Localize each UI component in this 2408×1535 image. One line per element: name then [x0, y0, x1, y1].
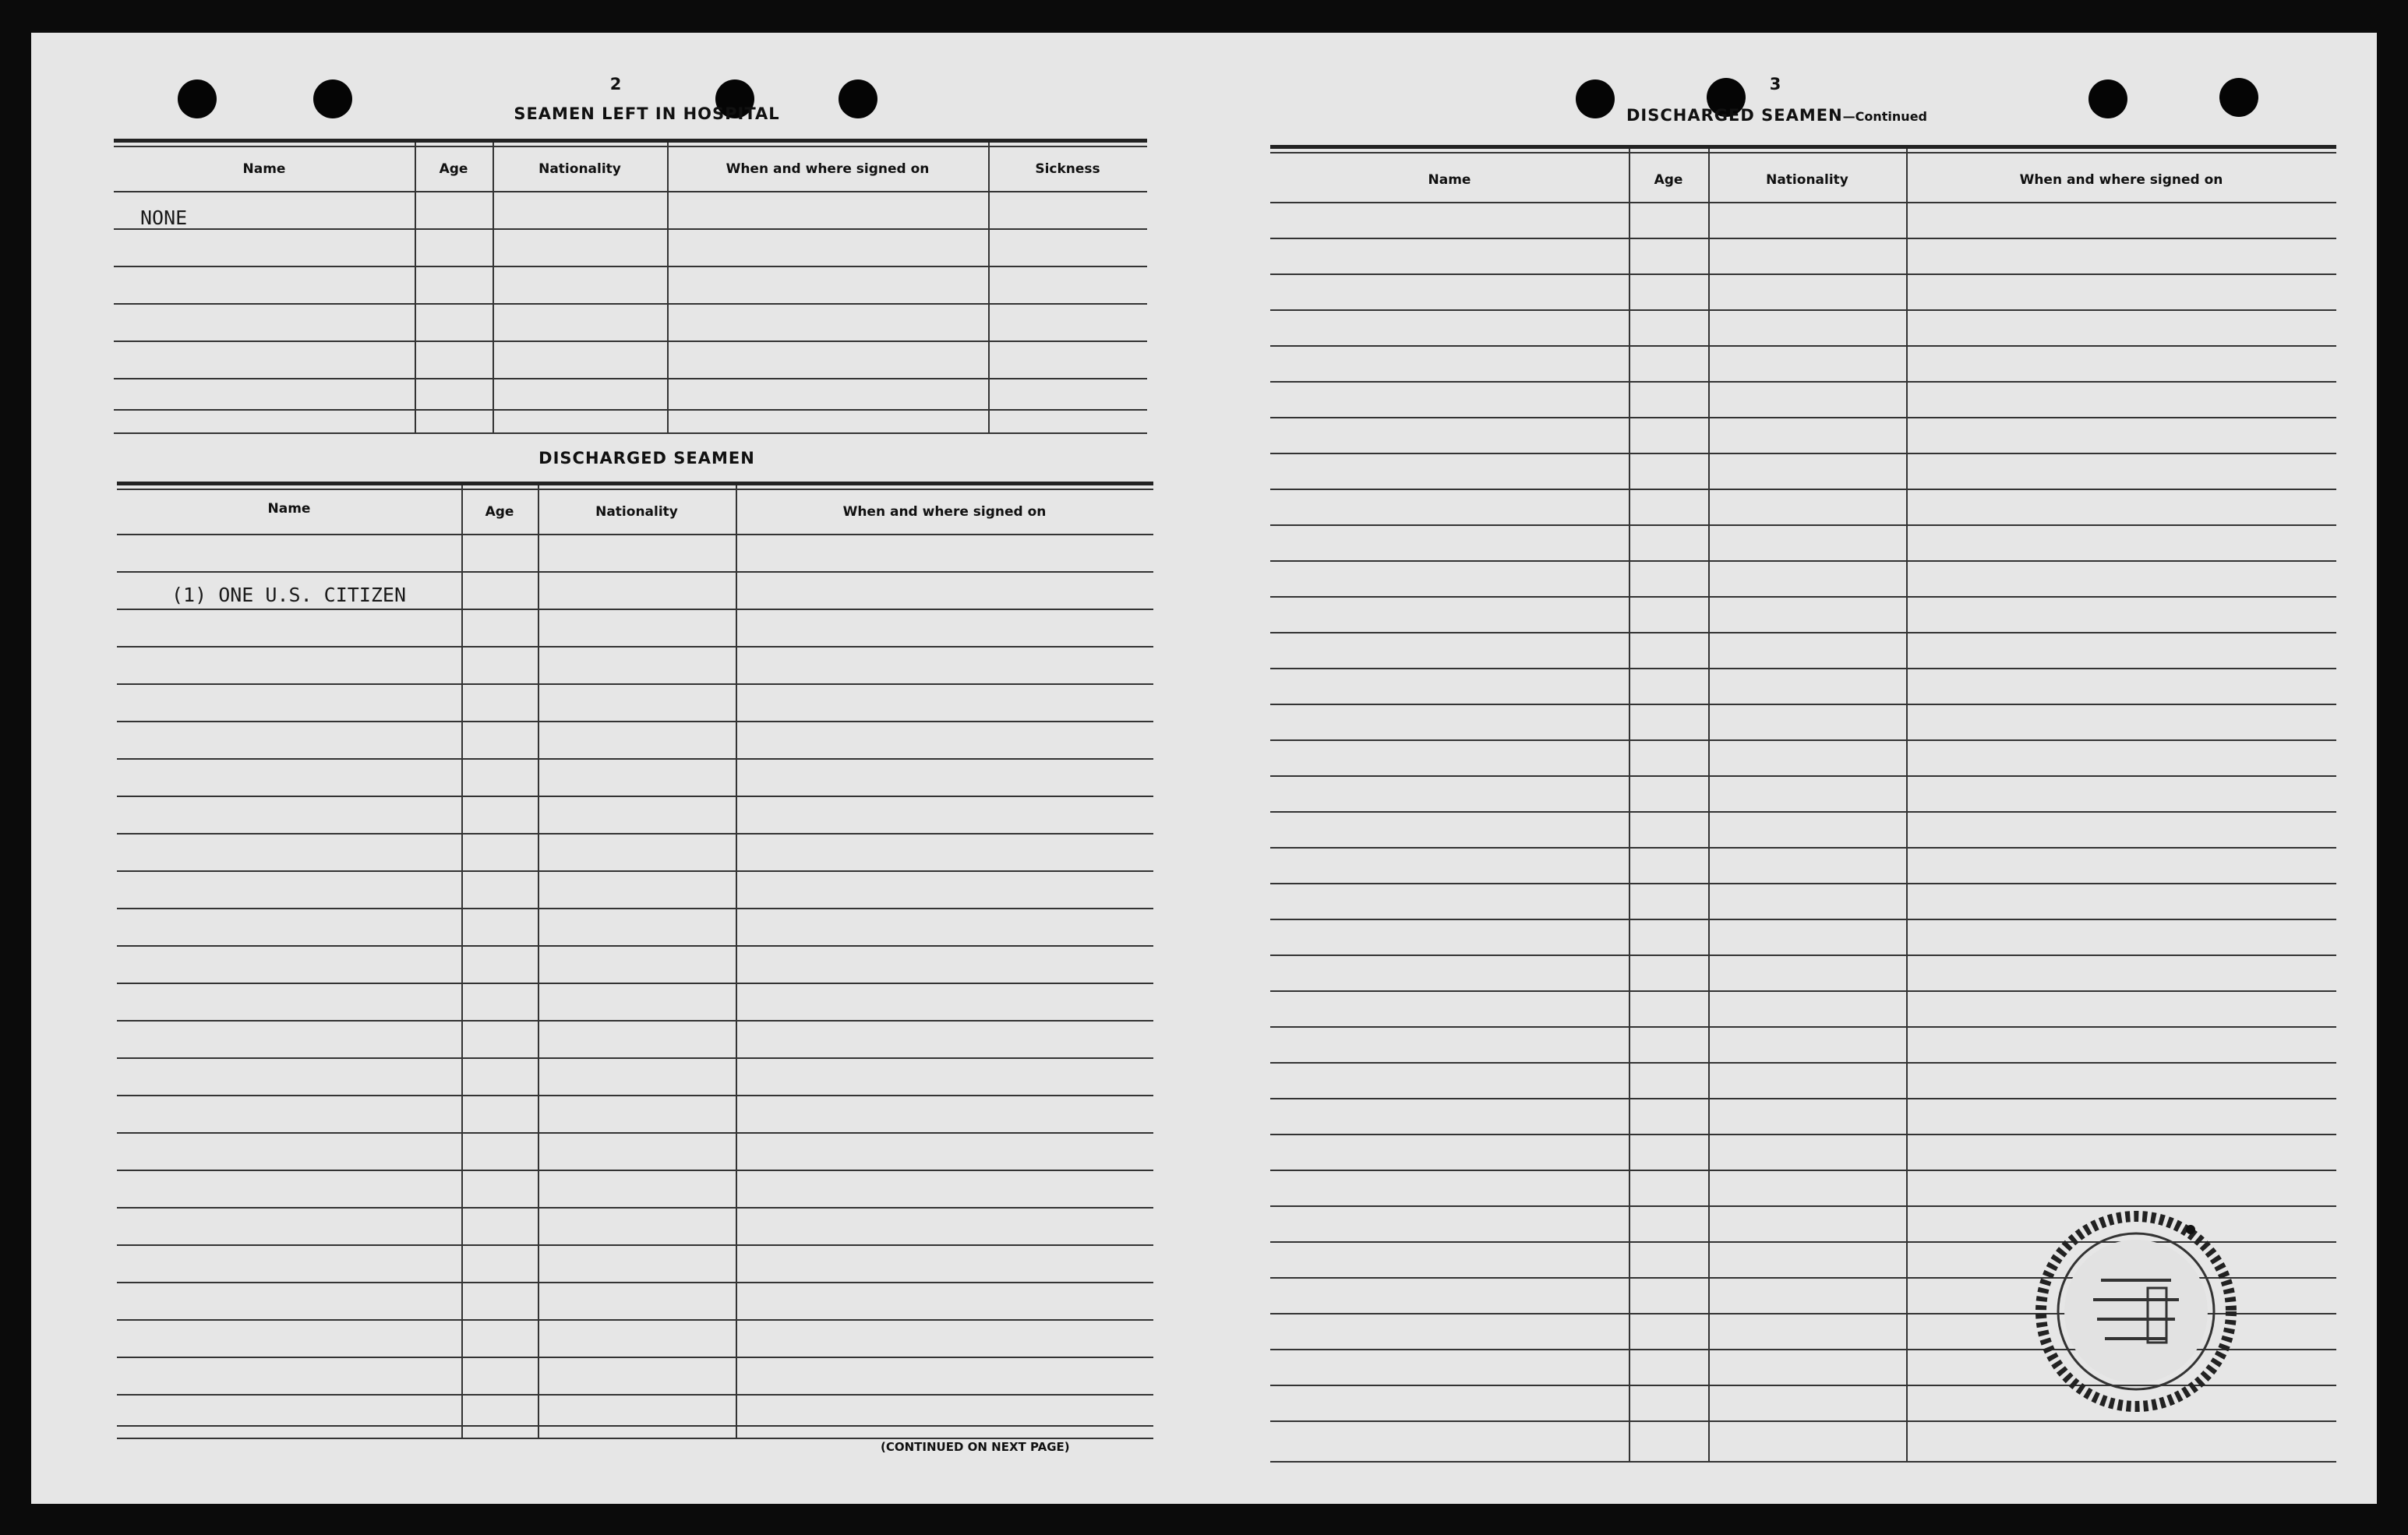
continued-note: (CONTINUED ON NEXT PAGE)	[881, 1440, 1070, 1454]
hospital-section-title: SEAMEN LEFT IN HOSPITAL	[514, 104, 780, 123]
continued-col-nationality: Nationality	[1766, 172, 1848, 188]
hospital-col-signed-on: When and where signed on	[726, 161, 930, 177]
hospital-entry: NONE	[140, 206, 188, 229]
discharged-col-age: Age	[485, 504, 514, 520]
hospital-col-name: Name	[242, 161, 286, 177]
right-section-title	[1559, 106, 1995, 125]
continued-col-age: Age	[1654, 172, 1683, 188]
form-sheet	[31, 33, 2377, 1504]
hospital-col-sickness: Sickness	[1035, 161, 1100, 177]
received-stamp-icon	[2031, 1206, 2241, 1417]
hospital-col-age: Age	[439, 161, 468, 177]
discharged-col-name: Name	[267, 501, 311, 517]
continued-col-signed-on: When and where signed on	[2019, 172, 2223, 188]
discharged-table	[117, 482, 1153, 1439]
punch-hole-icon	[313, 79, 352, 118]
continued-col-name: Name	[1428, 172, 1471, 188]
discharged-section-title: DISCHARGED SEAMEN	[538, 449, 755, 468]
left-page-number: 2	[609, 75, 622, 94]
discharged-col-signed-on: When and where signed on	[842, 504, 1047, 520]
punch-hole-icon	[2219, 78, 2258, 117]
hospital-table	[114, 139, 1147, 434]
discharged-col-nationality: Nationality	[595, 504, 678, 520]
right-section-title-text: DISCHARGED SEAMEN	[1626, 106, 1843, 125]
punch-hole-icon	[2088, 79, 2127, 118]
right-page-number: 3	[1769, 75, 1781, 94]
punch-hole-icon	[178, 79, 217, 118]
right-section-title-suffix: —Continued	[1842, 109, 1927, 124]
discharged-entry: (1) ONE U.S. CITIZEN	[171, 584, 407, 606]
hospital-col-nationality: Nationality	[538, 161, 621, 177]
